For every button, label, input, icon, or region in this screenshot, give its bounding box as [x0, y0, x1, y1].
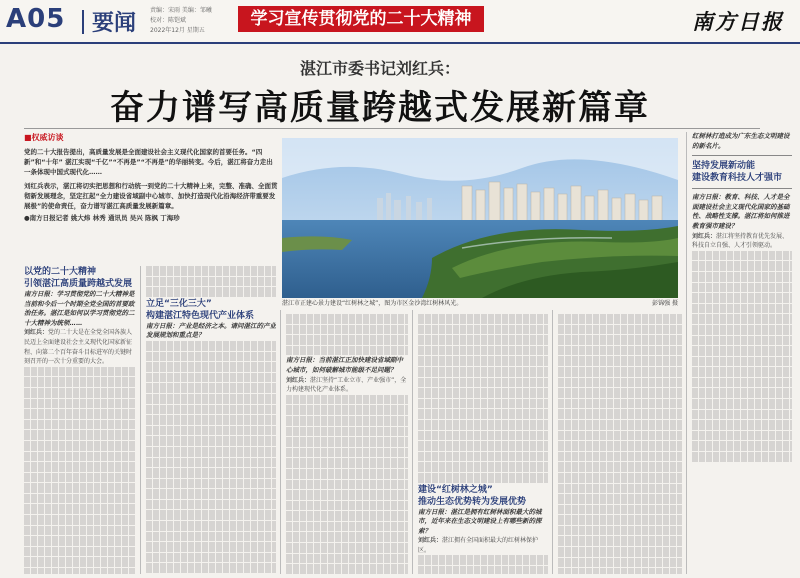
text-line — [418, 473, 548, 483]
masthead-rule — [0, 42, 800, 44]
column-separator — [412, 310, 413, 574]
text-line — [692, 452, 792, 462]
sidebar-subhead: 坚持发展新动能 — [692, 161, 756, 172]
masthead — [0, 0, 800, 42]
caption-text: 湛江市正建心景力建设“红树林之城”，图为市区金沙湾红树林风光。 — [282, 300, 463, 307]
text-line — [146, 383, 276, 393]
text-line — [286, 564, 408, 574]
sidebar-question — [692, 193, 792, 231]
text-line — [558, 399, 682, 409]
text-line — [692, 283, 792, 293]
text-line — [24, 441, 136, 451]
headline-kicker: 湛江市委书记刘红兵： — [299, 59, 460, 78]
text-line — [286, 427, 408, 437]
answer-text: 党的二十大是在全党全国各族人民迈上全面建设社会主义现代化国家新征程、向第二个百年奋斗目标进军的关键时刻召开的一次十分重要的大会。 — [24, 329, 133, 366]
text-line — [418, 325, 548, 335]
text-line — [418, 452, 548, 462]
text-line — [692, 410, 792, 420]
text-line — [558, 568, 682, 574]
text-line — [418, 346, 548, 356]
col2-question — [146, 322, 276, 341]
text-line — [146, 500, 276, 510]
text-line — [146, 405, 276, 415]
text-line — [692, 431, 792, 441]
text-line — [558, 409, 682, 419]
answer-text: 湛江拥有全国面积最大的红树林保护区。 — [418, 537, 539, 554]
text-line — [418, 399, 548, 409]
text-line — [146, 287, 276, 297]
text-line — [286, 416, 408, 426]
text-line — [558, 441, 682, 451]
question-text: 湛江是拥有红树林面积最大的城市，近年来在生态文明建设上有哪些新的探索？ — [418, 507, 542, 535]
text-line — [146, 447, 276, 457]
col3-question — [286, 356, 408, 375]
text-line — [24, 377, 136, 387]
text-line — [286, 543, 408, 553]
col3-answer — [286, 376, 408, 395]
text-line — [24, 367, 136, 377]
text-line — [146, 277, 276, 287]
text-line — [558, 325, 682, 335]
col1-subhead-2: 引领湛江高质量跨越式发展 — [24, 279, 133, 289]
headline-rule — [24, 128, 760, 129]
text-line — [418, 462, 548, 472]
column-5 — [558, 314, 682, 574]
text-line — [24, 473, 136, 483]
text-line — [146, 542, 276, 552]
text-line — [286, 314, 408, 324]
answer-label: 刘红兵： — [286, 376, 311, 384]
text-line — [146, 436, 276, 446]
text-line — [286, 469, 408, 479]
answer-text: 湛江坚持“工业立市、产业强市”，全力构建现代化产业体系。 — [286, 376, 407, 394]
meta-line: 2022年12月 星期五 — [150, 27, 205, 34]
text-line — [146, 415, 276, 425]
text-line — [146, 373, 276, 383]
text-line — [418, 555, 548, 565]
sidebar-rule — [692, 155, 792, 156]
text-line — [692, 346, 792, 356]
text-line — [24, 452, 136, 462]
column-3 — [286, 314, 408, 574]
text-line — [286, 458, 408, 468]
col4-question — [418, 508, 548, 537]
col4-subhead-2: 推动生态优势转为发展优势 — [418, 496, 527, 507]
text-line — [558, 356, 682, 366]
col2-subhead: 立足“三化三大” — [146, 298, 212, 309]
page-headline: 奋力谱写高质量跨越式发展新篇章 — [110, 88, 650, 128]
text-line — [286, 532, 408, 542]
question-text: 当前湛江正加快建设省域副中心城市，如何破解城市能级不足问题？ — [286, 356, 403, 374]
text-line — [558, 335, 682, 345]
text-line — [692, 388, 792, 398]
theme-banner: 学习宣传贯彻党的二十大精神 — [238, 6, 484, 32]
text-line — [418, 441, 548, 451]
text-line — [558, 314, 682, 324]
meta-line: 责编：宋雨 美编：邹曦 — [150, 7, 212, 14]
text-line — [286, 325, 408, 335]
mangrove-city-photo — [282, 138, 678, 298]
question-text: 产业是经济之本。请问湛江的产业发展规划和重点是？ — [146, 321, 276, 340]
text-line — [692, 272, 792, 282]
text-line — [286, 405, 408, 415]
text-line — [558, 505, 682, 515]
photo-credit: 彭锦强 摄 — [652, 300, 678, 307]
text-line — [24, 409, 136, 419]
text-line — [146, 352, 276, 362]
text-line — [558, 484, 682, 494]
text-line — [692, 293, 792, 303]
text-line — [286, 480, 408, 490]
section-tag: ■权威访谈 — [24, 133, 64, 142]
text-line — [24, 483, 136, 493]
text-line — [692, 378, 792, 388]
text-line — [418, 388, 548, 398]
text-line — [692, 261, 792, 271]
text-line — [418, 420, 548, 430]
text-line — [692, 367, 792, 377]
text-line — [146, 563, 276, 573]
right-column — [692, 132, 792, 463]
text-line — [418, 356, 548, 366]
answer-label: 刘红兵： — [692, 232, 717, 240]
text-line — [418, 409, 548, 419]
newspaper-logo: 南方日报 — [692, 9, 784, 34]
text-line — [24, 557, 136, 567]
page-number: A05 — [6, 4, 66, 34]
text-line — [286, 437, 408, 447]
lede-paragraph: 党的二十大报告提出，高质量发展是全面建设社会主义现代化国家的首要任务。“四新”和“十年” 湛江实现“千亿”“不再是”“不再是”的华丽转变。今后，湛江将奋力走出一条体现中国式现代化…… — [24, 148, 273, 176]
question-label: 南方日报： — [418, 507, 451, 516]
sidebar-intro: 红树林打造成为广东生态文明建设的新名片。 — [692, 132, 790, 150]
text-line — [24, 494, 136, 504]
text-line — [286, 501, 408, 511]
col2-subhead-2: 构建湛江特色现代产业体系 — [146, 310, 255, 321]
question-text: 教育、科技、人才是全面建设社会主义现代化国家的基础性、战略性支撑。湛江将如何推进教育强市建设？ — [692, 193, 790, 230]
text-line — [24, 399, 136, 409]
text-line — [24, 430, 136, 440]
text-line — [24, 526, 136, 536]
edition-meta — [150, 6, 240, 36]
column-1 — [24, 266, 136, 574]
text-line — [146, 553, 276, 563]
text-line — [558, 494, 682, 504]
text-line — [286, 554, 408, 564]
lede-paragraph-2: 刘红兵表示，湛江将切实把思想和行动统一到党的二十大精神上来，完整、准确、全面贯彻新发展理念，坚定扛起“全力建设省域副中心城市、加快打造现代化沿海经济带重要发展极”的使命责任，奋力谱写湛江高质量发展新篇章。 — [24, 182, 278, 210]
text-line — [24, 420, 136, 430]
text-line — [692, 325, 792, 335]
text-line — [146, 468, 276, 478]
text-line — [558, 536, 682, 546]
photo-illustration — [282, 138, 678, 298]
text-line — [146, 532, 276, 542]
text-line — [146, 426, 276, 436]
text-line — [692, 314, 792, 324]
col4-subhead: 建设“红树林之城” — [418, 484, 493, 495]
text-line — [558, 547, 682, 557]
text-line — [286, 346, 408, 356]
section-name: 要闻 — [92, 11, 137, 36]
answer-label: 刘红兵： — [24, 329, 49, 337]
column-separator — [552, 310, 553, 574]
sidebar-rule — [692, 188, 792, 189]
text-line — [146, 341, 276, 351]
text-line — [558, 431, 682, 441]
text-line — [146, 394, 276, 404]
question-label: 南方日报： — [286, 356, 319, 365]
text-line — [146, 458, 276, 468]
text-line — [286, 335, 408, 345]
text-line — [146, 521, 276, 531]
text-line — [286, 511, 408, 521]
meta-line: 校对：陈铠斌 — [150, 17, 187, 24]
col4-answer — [418, 536, 548, 555]
text-line — [24, 504, 136, 514]
sidebar-body — [692, 232, 792, 463]
answer-text: 湛江将坚持教育优先发展、科技自立自强、人才引领驱动。 — [692, 232, 789, 250]
text-line — [558, 452, 682, 462]
byline: ●南方日报记者 姚大炜 林秀 通讯员 吴兴 陈枫 丁海珍 — [24, 214, 180, 222]
text-line — [146, 362, 276, 372]
text-line — [558, 515, 682, 525]
masthead-divider — [82, 10, 84, 34]
text-line — [692, 357, 792, 367]
text-line — [558, 558, 682, 568]
text-line — [146, 510, 276, 520]
text-line — [286, 490, 408, 500]
text-line — [692, 336, 792, 346]
sidebar-subhead-2: 建设教育科技人才强市 — [692, 173, 783, 184]
text-line — [418, 431, 548, 441]
column-separator — [140, 266, 141, 574]
text-line — [24, 388, 136, 398]
text-line — [692, 251, 792, 261]
text-line — [558, 462, 682, 472]
text-line — [146, 266, 276, 276]
question-label: 南方日报： — [692, 193, 725, 202]
text-line — [24, 515, 136, 525]
col1-question: 南方日报：学习贯彻党的二十大精神是当前和今后一个时期全党全国的首要政治任务。湛江是如何以学习贯彻党的二十大精神为统领…… — [24, 290, 135, 327]
text-line — [558, 367, 682, 377]
text-line — [558, 388, 682, 398]
text-line — [286, 522, 408, 532]
text-line — [286, 448, 408, 458]
text-line — [692, 399, 792, 409]
text-line — [692, 304, 792, 314]
col1-subhead: 以党的二十大精神 — [24, 267, 97, 277]
text-line — [692, 420, 792, 430]
text-line — [558, 346, 682, 356]
text-line — [24, 547, 136, 557]
text-line — [146, 479, 276, 489]
text-line — [558, 473, 682, 483]
photo-caption — [282, 298, 678, 307]
text-line — [24, 536, 136, 546]
text-line — [558, 420, 682, 430]
lede-box — [24, 132, 278, 262]
text-line — [418, 335, 548, 345]
answer-label: 刘红兵： — [418, 537, 443, 545]
text-line — [418, 314, 548, 324]
text-line — [146, 489, 276, 499]
question-label: 南方日报： — [146, 321, 179, 330]
text-line — [692, 441, 792, 451]
text-line — [24, 568, 136, 574]
column-2 — [146, 266, 276, 574]
column-separator — [280, 310, 281, 574]
text-line — [418, 566, 548, 574]
text-line — [286, 395, 408, 405]
text-line — [418, 378, 548, 388]
text-line — [558, 378, 682, 388]
col1-answer — [24, 328, 136, 366]
text-line — [418, 367, 548, 377]
column-4 — [418, 314, 548, 574]
column-separator — [686, 132, 687, 574]
text-line — [558, 526, 682, 536]
text-line — [24, 462, 136, 472]
